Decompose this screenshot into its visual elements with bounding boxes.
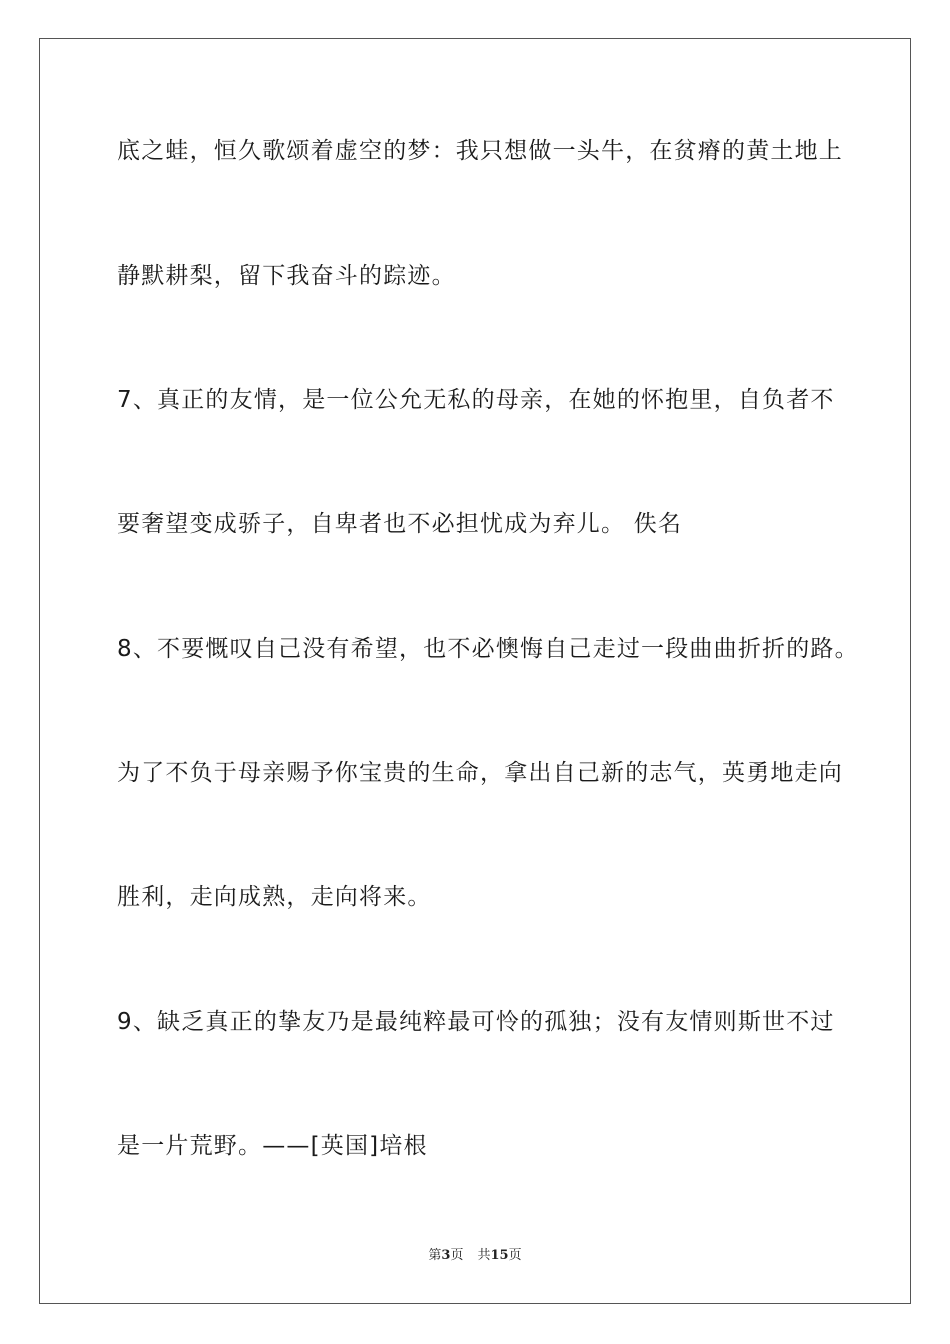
footer-total-pages: 15 xyxy=(490,1248,509,1263)
body-text-line: 9、缺乏真正的挚友乃是最纯粹最可怜的孤独；没有友情则斯世不过 xyxy=(117,1009,835,1035)
body-text-line: 底之蛙，恒久歌颂着虚空的梦：我只想做一头牛，在贫瘠的黄土地上 xyxy=(117,138,843,164)
footer-total-prefix: 共 xyxy=(477,1248,491,1263)
page-footer xyxy=(0,1247,950,1265)
body-text-line: 静默耕梨，留下我奋斗的踪迹。 xyxy=(117,263,456,289)
footer-current-page: 3 xyxy=(441,1248,451,1263)
body-text-line: 是一片荒野。——[英国]培根 xyxy=(117,1133,428,1159)
footer-page-prefix: 第 xyxy=(428,1248,442,1263)
footer-total-suffix: 页 xyxy=(508,1248,522,1263)
footer-page-suffix: 页 xyxy=(450,1248,464,1263)
body-text-line: 8、不要慨叹自己没有希望，也不必懊悔自己走过一段曲曲折折的路。 xyxy=(117,636,859,662)
body-text-line: 要奢望变成骄子，自卑者也不必担忧成为弃儿。 佚名 xyxy=(117,511,683,537)
page-border xyxy=(39,38,911,1304)
body-text-line: 7、真正的友情，是一位公允无私的母亲，在她的怀抱里，自负者不 xyxy=(117,387,835,413)
body-text-line: 为了不负于母亲赐予你宝贵的生命，拿出自己新的志气，英勇地走向 xyxy=(117,760,843,786)
body-text-line: 胜利，走向成熟，走向将来。 xyxy=(117,884,432,910)
